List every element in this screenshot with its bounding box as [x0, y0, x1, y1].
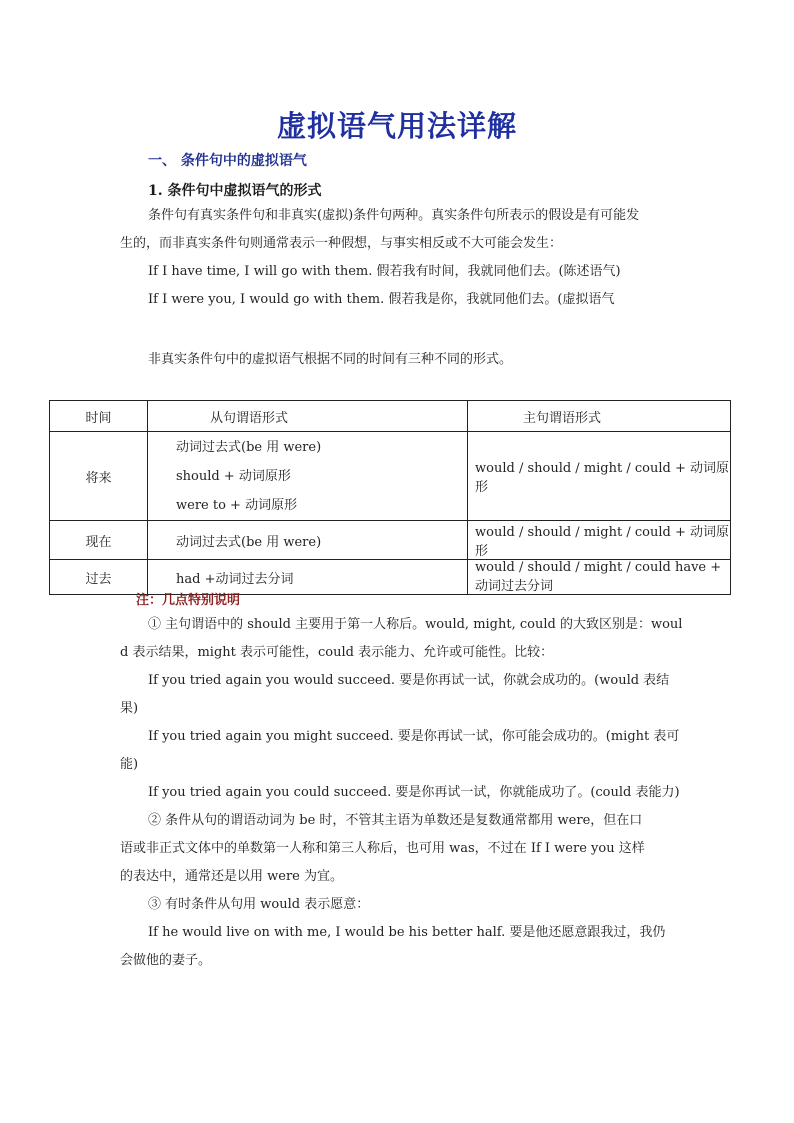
paragraph-line: ③ 有时条件从句用 would 表示愿意：: [148, 897, 370, 912]
example-sentence: 会做他的妻子。: [120, 953, 212, 968]
paragraph-line: 的表达中，通常还是以用 were 为宜。: [120, 869, 343, 884]
note-heading: 注：几点特别说明: [136, 593, 241, 608]
paragraph-line: ① 主句谓语中的 should 主要用于第一人称后。would, might, could 的大致区别是：woul: [148, 617, 683, 632]
example-sentence: 果): [120, 701, 139, 716]
paragraph-line: 非真实条件句中的虚拟语气根据不同的时间有三种不同的形式。: [148, 352, 513, 367]
table-cell-main: would / should / might / could + 动词原形: [468, 432, 731, 521]
example-sentence: If you tried again you could succeed. 要是你再试一试，你就能成功了。(could 表能力): [148, 785, 680, 800]
example-sentence: 能): [120, 757, 139, 772]
paragraph-line: d 表示结果，might 表示可能性，could 表示能力、允许或可能性。比较：: [120, 645, 554, 660]
paragraph-line: ② 条件从句的谓语动词为 be 时，不管其主语为单数还是复数通常都用 were，但在口: [148, 813, 643, 828]
example-sentence: If you tried again you would succeed. 要是你再试一试，你就会成功的。(would 表结: [148, 673, 670, 688]
subjunctive-forms-table: [49, 400, 731, 595]
table-cell-time: 将来: [50, 432, 148, 521]
example-sentence: If he would live on with me, I would be his better half. 要是他还愿意跟我过，我仍: [148, 925, 666, 940]
example-sentence: If you tried again you might succeed. 要是你再试一试，你可能会成功的。(might 表可: [148, 729, 680, 744]
paragraph-line: 语或非正式文体中的单数第一人称和第三人称后，也可用 was，不过在 If I were you 这样: [120, 841, 645, 856]
table-header-clause: 从句谓语形式: [148, 401, 468, 432]
table-cell-main: would / should / might / could + 动词原形: [468, 521, 731, 560]
clause-form: should + 动词原形: [176, 468, 291, 484]
table-cell-clause: 动词过去式(be 用 were): [148, 521, 468, 560]
section-heading: 一、 条件句中的虚拟语气: [148, 153, 307, 169]
table-header-main: 主句谓语形式: [468, 401, 731, 432]
page-title: 虚拟语气用法详解: [276, 109, 517, 143]
table-cell-clause: [148, 432, 468, 521]
table-header-time: 时间: [50, 401, 148, 432]
table-cell-main: would / should / might / could have + 动词过去分词: [468, 560, 731, 595]
example-sentence: If I have time, I will go with them. 假若我有时间，我就同他们去。(陈述语气): [148, 264, 621, 279]
table-row: [50, 521, 731, 560]
table-cell-time: 过去: [50, 560, 148, 595]
table-row: [50, 432, 731, 521]
paragraph-line: 条件句有真实条件句和非真实(虚拟)条件句两种。真实条件句所表示的假设是有可能发: [148, 208, 640, 223]
table-cell-clause: had +动词过去分词: [148, 560, 468, 595]
clause-form: were to + 动词原形: [176, 497, 298, 513]
example-sentence: If I were you, I would go with them. 假若我是你，我就同他们去。(虚拟语气: [148, 292, 615, 307]
table-cell-time: 现在: [50, 521, 148, 560]
paragraph-line: 生的，而非真实条件句则通常表示一种假想，与事实相反或不大可能会发生：: [120, 236, 563, 251]
subsection-heading: 1. 条件句中虚拟语气的形式: [148, 183, 322, 199]
clause-form: 动词过去式(be 用 were): [176, 439, 322, 455]
